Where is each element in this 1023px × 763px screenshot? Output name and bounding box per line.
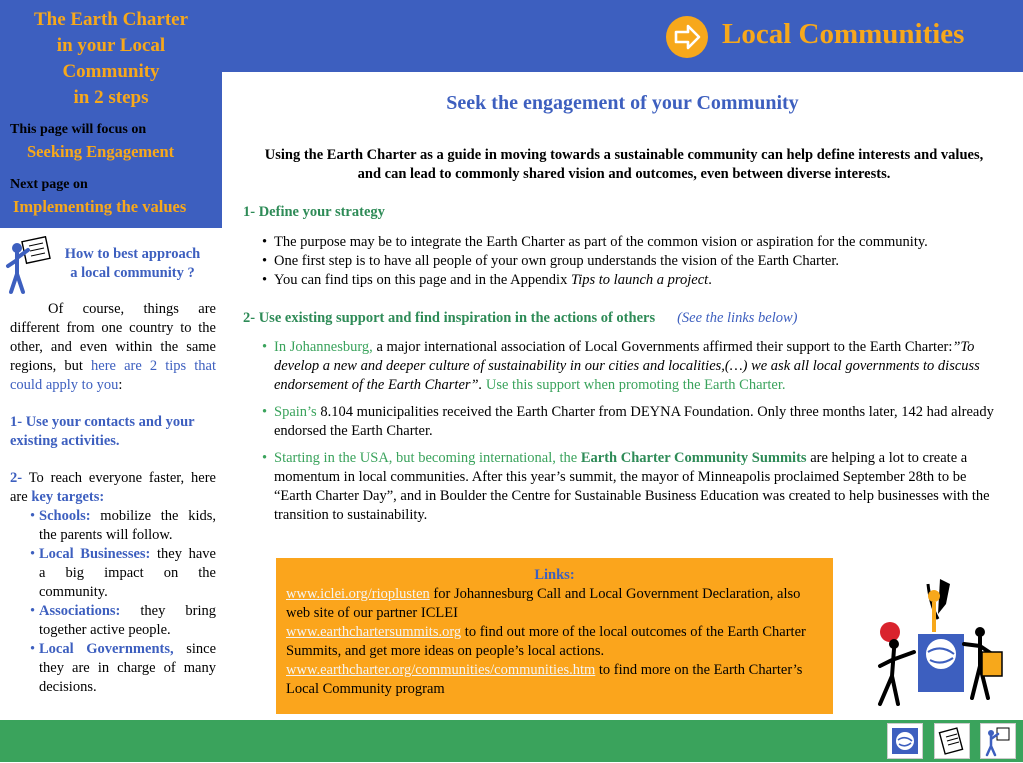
item-tail: Use this support when promoting the Earth Charter. <box>482 377 786 393</box>
list-item-text: . <box>708 272 712 288</box>
side-title-line: in 2 steps <box>73 87 149 108</box>
item-text: are helping a lot to create a momentum in local communities. After this year’s summit, the mayor of Minneapolis proclaimed September 28th to be “Earth Charter Day”, and in Boulder the Centre for Sustainable Business Education was created to help businesses with the transition to sustainability. <box>274 450 990 523</box>
link-description: for Johannesburg Call and Local Government Declaration, also web site of our partner ICLEI <box>286 586 801 621</box>
link-entry <box>286 661 823 699</box>
how-to-approach-title <box>55 245 210 283</box>
iclei-link[interactable]: www.iclei.org/rioplusten <box>286 586 430 602</box>
list-item-spain <box>262 403 997 441</box>
intro-tip-paragraph <box>10 300 216 395</box>
arrow-right-icon[interactable] <box>666 16 708 58</box>
item-quote: ”To develop a new and deeper culture of sustainability in our cities and localities,(…) we ask all local governments to discuss endorsement of the Earth Charter”. <box>274 339 980 393</box>
community-illustration <box>868 574 1008 719</box>
link-entry <box>286 623 823 661</box>
list-item: • One first step is to have all people of your own group understands the vision of the Earth Charter. <box>262 252 1002 271</box>
footer-bar <box>0 720 1023 762</box>
appendix-reference: Tips to launch a project <box>570 272 709 288</box>
next-label: Next page on <box>10 177 88 192</box>
tip2-number: 2- <box>10 470 23 486</box>
link-description: to find more on the Earth Charter’s Local Community program <box>286 662 803 697</box>
target-label: Local Businesses: <box>39 546 151 562</box>
focus-value-link[interactable]: Seeking Engagement <box>27 142 175 161</box>
link-description: to find out more of the local outcomes of the Earth Charter Summits, and get more ideas on people’s local actions. <box>286 624 806 659</box>
section2-list <box>262 338 997 533</box>
key-targets-list <box>10 507 216 697</box>
thinker-figure-icon <box>4 236 54 303</box>
item-bold: Earth Charter Community Summits <box>580 450 807 466</box>
target-label: Schools: <box>39 508 91 524</box>
item-lead: Spain’s <box>274 404 317 420</box>
tip2-text: To reach everyone faster, here are <box>10 470 216 505</box>
thinker-icon[interactable] <box>980 723 1016 759</box>
target-item <box>30 507 216 545</box>
section1-list <box>262 233 1002 290</box>
summits-link[interactable]: www.earthchartersummits.org <box>286 624 462 640</box>
list-item <box>262 271 1002 290</box>
list-item: • The purpose may be to integrate the Earth Charter as part of the common vision or aspiration for the community. <box>262 233 1002 252</box>
links-title: Links: <box>534 567 575 583</box>
list-item-usa <box>262 449 997 525</box>
target-item <box>30 602 216 640</box>
communities-link[interactable]: www.earthcharter.org/communities/communities.htm <box>286 662 596 678</box>
list-item-text: You can find tips on this page and in the Appendix <box>274 272 571 288</box>
target-label: Associations: <box>39 603 121 619</box>
item-text: a major international association of Local Governments affirmed their support to the Earth Charter: <box>372 339 953 355</box>
section2-title <box>243 310 797 327</box>
list-item-johannesburg <box>262 338 997 395</box>
side-title <box>0 7 222 111</box>
tip2-key: key targets: <box>31 489 105 505</box>
link-entry <box>286 585 823 623</box>
section1-title: 1- Define your strategy <box>243 204 385 220</box>
how-title-line: a local community ? <box>70 265 195 281</box>
focus-label: This page will focus on <box>10 122 147 137</box>
item-lead: In Johannesburg, <box>274 339 373 355</box>
next-page-link[interactable]: Implementing the values <box>13 197 187 216</box>
target-text: they bring together active people. <box>39 603 216 638</box>
tips-link[interactable]: here are 2 tips that could apply to you <box>10 358 216 393</box>
tip2 <box>10 469 216 507</box>
para-text: : <box>118 377 123 393</box>
target-item <box>30 640 216 697</box>
side-title-line: in your Local <box>56 35 166 56</box>
how-title-line: How to best approach <box>64 246 201 262</box>
left-column <box>10 300 216 697</box>
section2-title-text: 2- Use existing support and find inspiration in the actions of others <box>243 310 656 326</box>
document-icon[interactable] <box>934 723 970 759</box>
para-text: Of course, things are different from one country to the other, and even within the same regions, but <box>10 301 216 374</box>
side-title-line: Community <box>62 61 160 82</box>
item-text: 8.104 municipalities received the Earth Charter from DEYNA Foundation. Only three months later, 142 had already endorsed the Earth Charter. <box>274 404 994 439</box>
globe-logo-icon[interactable] <box>887 723 923 759</box>
page-title: Local Communities <box>722 18 965 50</box>
links-box <box>276 558 833 714</box>
side-title-line: The Earth Charter <box>33 9 189 30</box>
section2-hint: (See the links below) <box>677 310 798 326</box>
target-text: they have a big impact on the community. <box>39 546 216 600</box>
item-lead: Starting in the USA, but becoming international, the <box>274 450 581 466</box>
intro-paragraph: Using the Earth Charter as a guide in moving towards a sustainable community can help define interests and values, and can lead to commonly shared vision and outcomes, even between diverse interests. <box>264 147 984 182</box>
target-label: Local Governments, <box>39 641 174 657</box>
target-item <box>30 545 216 602</box>
tip1: 1- Use your contacts and your existing activities. <box>10 414 195 449</box>
section-heading: Seek the engagement of your Community <box>446 92 799 114</box>
target-text: since they are in charge of many decisions. <box>39 641 217 695</box>
target-text: mobilize the kids, the parents will follow. <box>39 508 216 543</box>
